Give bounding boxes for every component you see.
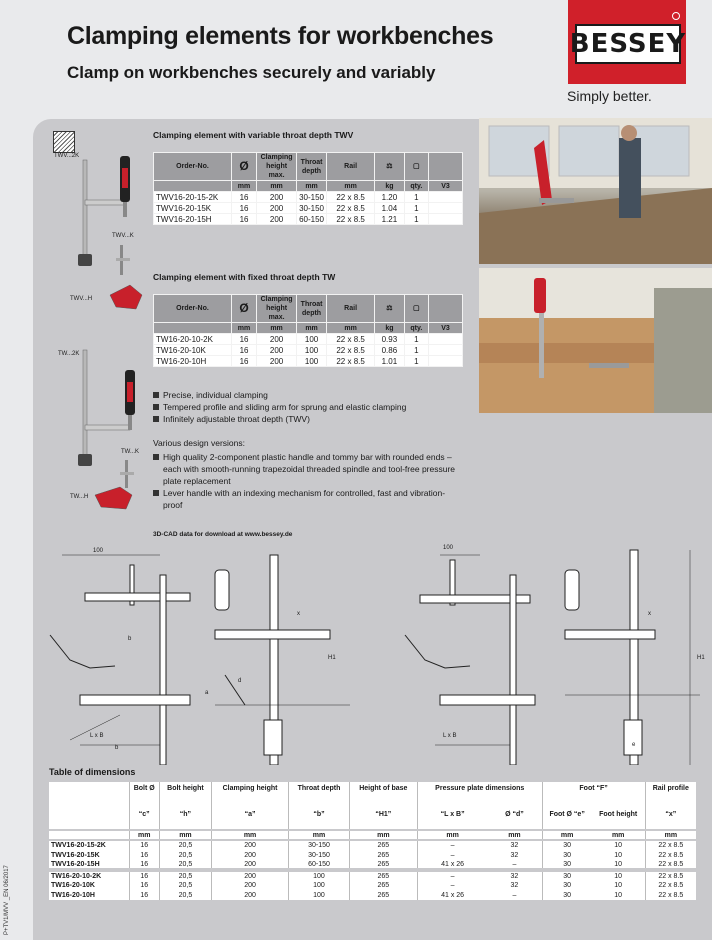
cell	[429, 192, 463, 203]
cell: 30-150	[289, 850, 350, 860]
cell: 1.04	[375, 203, 405, 214]
dims-sub: “H1”	[349, 808, 417, 830]
cell: 200	[211, 850, 288, 860]
cell: 16	[232, 192, 257, 203]
unit-cell: mm	[159, 830, 211, 840]
cell: TW16-20-10H	[49, 890, 129, 900]
cell: –	[417, 880, 487, 890]
cell: 16	[232, 334, 257, 345]
dims-head: Pressure plate dimensions	[417, 782, 542, 808]
cell: 200	[211, 880, 288, 890]
unit-cell: mm	[645, 830, 696, 840]
cell: 32	[487, 880, 542, 890]
col-rail: Rail	[327, 295, 375, 323]
cell: 265	[349, 880, 417, 890]
cell: 32	[487, 870, 542, 880]
unit-cell: mm	[592, 830, 645, 840]
cell: 22 x 8.5	[327, 345, 375, 356]
dim-label: b	[115, 745, 119, 751]
box-icon: ▢	[404, 295, 428, 323]
brand-logo: BESSEY	[575, 24, 681, 64]
dims-head: Clamping height	[211, 782, 288, 808]
cell: 1.21	[375, 214, 405, 225]
unit-cell	[154, 323, 232, 334]
unit-cell: V3	[429, 181, 463, 192]
cell: 22 x 8.5	[327, 203, 375, 214]
col-clamp-height: Clamping height max.	[257, 153, 297, 181]
cell: TWV16-20-15-2K	[154, 192, 232, 203]
label-tw-2k: TW...2K	[58, 351, 80, 357]
unit-cell: mm	[349, 830, 417, 840]
table-row	[49, 870, 696, 880]
weight-icon: ⚖	[375, 295, 405, 323]
cell: 20,5	[159, 890, 211, 900]
feature-list	[153, 389, 453, 425]
versions-heading: Various design versions:	[153, 438, 245, 448]
table-row	[49, 890, 696, 900]
label-twv-2k: TWV...2K	[54, 153, 80, 159]
cell: 100	[289, 890, 350, 900]
label-tw-k: TW...K	[121, 449, 139, 455]
cell: 10	[592, 870, 645, 880]
versions-list	[153, 451, 463, 511]
unit-cell	[154, 181, 232, 192]
cell: TW16-20-10K	[154, 345, 232, 356]
cell: 22 x 8.5	[645, 890, 696, 900]
cell	[429, 356, 463, 367]
dims-sub: “c”	[129, 808, 159, 830]
col-diameter: Ø	[232, 295, 257, 323]
cell: 100	[297, 345, 327, 356]
cell: 20,5	[159, 840, 211, 850]
table-row	[49, 850, 696, 860]
dims-head: Bolt height	[159, 782, 211, 808]
dims-sub	[49, 808, 129, 830]
cell: 30-150	[297, 203, 327, 214]
cell: 265	[349, 840, 417, 850]
list-item: Lever handle with an indexing mechanism for controlled, fast and vibration-proof	[153, 487, 463, 511]
cell: 16	[129, 870, 159, 880]
table-row	[154, 203, 463, 214]
list-item: Precise, individual clamping	[153, 389, 453, 401]
cell: 20,5	[159, 850, 211, 860]
registered-icon	[672, 12, 680, 20]
cell: 200	[211, 890, 288, 900]
table-row	[154, 334, 463, 345]
unit-cell	[49, 830, 129, 840]
unit-cell: qty.	[404, 323, 428, 334]
dim-label: d	[238, 678, 242, 684]
cell: 1	[404, 345, 428, 356]
cell: 10	[592, 880, 645, 890]
dimensions-table	[49, 782, 696, 900]
dims-sub: “L x B”	[417, 808, 487, 830]
dims-sub: Ø “d”	[487, 808, 542, 830]
technical-drawings	[40, 545, 700, 765]
cell: 100	[297, 334, 327, 345]
unit-cell: kg	[375, 323, 405, 334]
cell: 22 x 8.5	[327, 214, 375, 225]
list-item: High quality 2-component plastic handle and tommy bar with rounded ends – each with smooth-running trapezoidal threaded spindle and tool-free pressure plate replacement	[153, 451, 463, 487]
cell: 16	[129, 890, 159, 900]
cell: 32	[487, 850, 542, 860]
label-twv-h: TWV...H	[70, 296, 93, 302]
unit-cell: mm	[257, 181, 297, 192]
cell: 100	[289, 870, 350, 880]
dim-label: a	[205, 690, 209, 696]
cell: 100	[289, 880, 350, 890]
cell: 10	[592, 840, 645, 850]
unit-cell: mm	[417, 830, 487, 840]
label-twv-k: TWV...K	[112, 233, 134, 239]
page-title: Clamping elements for workbenches	[67, 22, 494, 50]
cell: –	[417, 850, 487, 860]
cell: 16	[129, 880, 159, 890]
tw-spec-table	[153, 294, 463, 367]
product-illustrations	[40, 150, 160, 520]
unit-cell: mm	[129, 830, 159, 840]
cell: 22 x 8.5	[327, 192, 375, 203]
cell: 0.93	[375, 334, 405, 345]
dim-label: 100	[93, 548, 104, 554]
unit-cell: kg	[375, 181, 405, 192]
dims-head	[49, 782, 129, 808]
cell: 22 x 8.5	[645, 860, 696, 870]
cell: 60-150	[289, 860, 350, 870]
cell: 200	[257, 345, 297, 356]
cell: 1	[404, 214, 428, 225]
section-tw-title: Clamping element with fixed throat depth TW	[153, 272, 336, 282]
unit-cell: mm	[542, 830, 592, 840]
cell	[429, 214, 463, 225]
dims-sub: Foot Ø “e”	[542, 808, 592, 830]
workshop-photo-bottom	[479, 268, 712, 413]
table-row	[154, 192, 463, 203]
cell: TWV16-20-15K	[49, 850, 129, 860]
cell: 100	[297, 356, 327, 367]
col-throat: Throat depth	[297, 153, 327, 181]
list-item: Infinitely adjustable throat depth (TWV)	[153, 413, 453, 425]
unit-cell: mm	[289, 830, 350, 840]
brand-slogan: Simply better.	[567, 88, 652, 104]
col-order-no: Order-No.	[154, 153, 232, 181]
cell: 41 x 26	[417, 890, 487, 900]
unit-cell: mm	[327, 181, 375, 192]
dims-sub: Foot height	[592, 808, 645, 830]
dims-sub: “h”	[159, 808, 211, 830]
cell: 200	[257, 334, 297, 345]
twv-spec-table	[153, 152, 463, 225]
cell: 200	[211, 870, 288, 880]
cell: 200	[257, 203, 297, 214]
cell: 200	[211, 840, 288, 850]
cell: 200	[211, 860, 288, 870]
table-row	[154, 345, 463, 356]
cell: 22 x 8.5	[645, 880, 696, 890]
dims-title: Table of dimensions	[49, 767, 136, 777]
cell	[429, 203, 463, 214]
workshop-photo-top	[479, 118, 712, 264]
cell: 200	[257, 214, 297, 225]
col-blank	[429, 295, 463, 323]
cell: TW16-20-10H	[154, 356, 232, 367]
cell: –	[487, 860, 542, 870]
cell: 16	[232, 214, 257, 225]
cell: 1.01	[375, 356, 405, 367]
box-icon: ▢	[404, 153, 428, 181]
col-throat: Throat depth	[297, 295, 327, 323]
cell: 32	[487, 840, 542, 850]
page-subtitle: Clamp on workbenches securely and variably	[67, 63, 436, 82]
dim-label: b	[128, 636, 132, 642]
cell: TW16-20-10K	[49, 880, 129, 890]
cell: 1	[404, 356, 428, 367]
col-blank	[429, 153, 463, 181]
dim-label: e	[632, 742, 636, 748]
cell: 265	[349, 850, 417, 860]
cell	[429, 345, 463, 356]
cell: 200	[257, 192, 297, 203]
unit-cell: V3	[429, 323, 463, 334]
cell	[429, 334, 463, 345]
cell: 1	[404, 192, 428, 203]
label-tw-h: TW...H	[70, 494, 89, 500]
cell: 20,5	[159, 870, 211, 880]
cell: –	[417, 840, 487, 850]
dim-label: L x B	[90, 733, 104, 739]
cell: 16	[129, 850, 159, 860]
table-row	[154, 214, 463, 225]
cell: 0.86	[375, 345, 405, 356]
dims-sub: “x”	[645, 808, 696, 830]
dim-label: x	[648, 611, 651, 617]
cell: 16	[129, 840, 159, 850]
cell: 22 x 8.5	[645, 850, 696, 860]
cell: 200	[257, 356, 297, 367]
cell: 30	[542, 840, 592, 850]
cell: –	[487, 890, 542, 900]
dims-sub: “a”	[211, 808, 288, 830]
dim-label: H1	[697, 655, 705, 661]
dim-label: x	[297, 611, 300, 617]
header	[0, 0, 712, 118]
cell: 30-150	[289, 840, 350, 850]
cell: TW16-20-10-2K	[49, 870, 129, 880]
dims-head: Height of base	[349, 782, 417, 808]
table-row	[49, 860, 696, 870]
cell: 22 x 8.5	[645, 840, 696, 850]
cell: 16	[232, 203, 257, 214]
col-rail: Rail	[327, 153, 375, 181]
dims-head: Throat depth	[289, 782, 350, 808]
cell: 265	[349, 860, 417, 870]
cell: 1.20	[375, 192, 405, 203]
cell: 265	[349, 890, 417, 900]
cell: 41 x 26	[417, 860, 487, 870]
cell: 30	[542, 880, 592, 890]
unit-cell: mm	[327, 323, 375, 334]
cell: TWV16-20-15-2K	[49, 840, 129, 850]
cell: 16	[232, 356, 257, 367]
unit-cell: mm	[297, 181, 327, 192]
cell: 1	[404, 334, 428, 345]
section-twv-title: Clamping element with variable throat depth TWV	[153, 130, 354, 140]
table-row	[154, 356, 463, 367]
weight-icon: ⚖	[375, 153, 405, 181]
cell: TW16-20-10-2K	[154, 334, 232, 345]
document-code: P+TV1/MVV _EN 06/2017	[4, 865, 10, 935]
table-row	[49, 840, 696, 850]
table-row	[49, 880, 696, 890]
unit-cell: mm	[297, 323, 327, 334]
cell: 10	[592, 850, 645, 860]
dims-sub: “b”	[289, 808, 350, 830]
unit-cell: mm	[232, 181, 257, 192]
cell: 16	[232, 345, 257, 356]
cell: 265	[349, 870, 417, 880]
col-diameter: Ø	[232, 153, 257, 181]
cell: 20,5	[159, 880, 211, 890]
cell: 30-150	[297, 192, 327, 203]
cell: –	[417, 870, 487, 880]
cell: 10	[592, 890, 645, 900]
cell: 10	[592, 860, 645, 870]
cell: 22 x 8.5	[327, 334, 375, 345]
col-order-no: Order-No.	[154, 295, 232, 323]
dims-head: Bolt Ø	[129, 782, 159, 808]
unit-cell: mm	[211, 830, 288, 840]
cell: 16	[129, 860, 159, 870]
col-clamp-height: Clamping height max.	[257, 295, 297, 323]
cell: 30	[542, 860, 592, 870]
cell: TWV16-20-15H	[154, 214, 232, 225]
cell: TWV16-20-15H	[49, 860, 129, 870]
dims-head: Rail profile	[645, 782, 696, 808]
unit-cell: mm	[232, 323, 257, 334]
dim-label: H1	[328, 655, 336, 661]
cell: 22 x 8.5	[645, 870, 696, 880]
dim-label: 100	[443, 545, 454, 551]
unit-cell: mm	[257, 323, 297, 334]
cell: 1	[404, 203, 428, 214]
unit-cell: mm	[487, 830, 542, 840]
cell: TWV16-20-15K	[154, 203, 232, 214]
dims-head: Foot “F”	[542, 782, 645, 808]
cell: 20,5	[159, 860, 211, 870]
cell: 30	[542, 870, 592, 880]
cell: 30	[542, 850, 592, 860]
cell: 30	[542, 890, 592, 900]
dim-label: L x B	[443, 733, 457, 739]
unit-cell: qty.	[404, 181, 428, 192]
cad-note: 3D-CAD data for download at www.bessey.de	[153, 531, 293, 538]
cell: 22 x 8.5	[327, 356, 375, 367]
list-item: Tempered profile and sliding arm for sprung and elastic clamping	[153, 401, 453, 413]
cell: 60-150	[297, 214, 327, 225]
